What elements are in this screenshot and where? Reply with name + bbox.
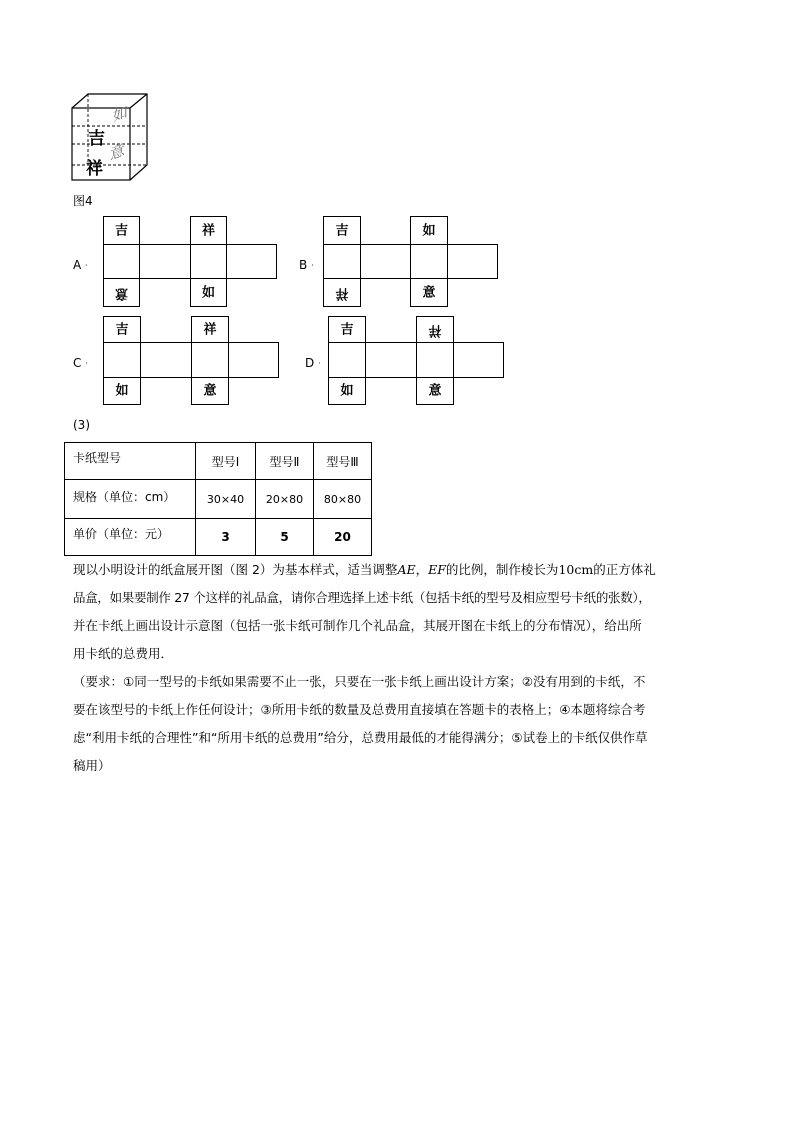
table-row <box>65 519 372 556</box>
table-cell: 20×80 <box>256 480 314 519</box>
problem-text <box>73 556 733 668</box>
option-b-bottom-right: 意 <box>422 285 436 300</box>
option-b-top-left: 吉 <box>335 223 349 238</box>
problem-line: 现以小明设计的纸盒展开图（图 2）为基本样式，适当调整AE，EF的比例，制作棱长为10cm的正方体礼 <box>73 562 656 577</box>
table-header-cell: 卡纸型号 <box>65 443 196 480</box>
problem-line: 并在卡纸上画出设计示意图（包括一张卡纸可制作几个礼品盒，其展开图在卡纸上的分布情况），给出所 <box>73 618 642 633</box>
option-c-top-right: 祥 <box>203 322 217 337</box>
table-header-cell: 型号Ⅰ <box>196 443 256 480</box>
figure-caption: 图4 <box>73 194 93 208</box>
part-label: (3) <box>73 418 90 432</box>
option-a-top-left: 吉 <box>114 223 128 238</box>
option-d-bottom-right: 意 <box>428 383 442 399</box>
option-a-top-right: 祥 <box>201 223 215 238</box>
option-c-bottom-right: 意 <box>203 383 217 399</box>
table-cell: 3 <box>196 519 256 556</box>
table-cell: 30×40 <box>196 480 256 519</box>
option-c-top-left: 吉 <box>115 322 129 337</box>
cube-figure <box>70 92 152 184</box>
option-d-label: D · <box>305 356 321 370</box>
cube-face-ji: 吉 <box>88 129 105 149</box>
requirement-line: 虑“利用卡纸的合理性”和“所用卡纸的总费用”给分，总费用最低的才能得满分；⑤试卷上的卡纸仅供作草 <box>73 730 648 745</box>
table-row <box>65 443 372 480</box>
cube-face-xiang: 祥 <box>86 159 103 179</box>
problem-line: 品盒，如果要制作 27 个这样的礼品盒，请你合理选择上述卡纸（包括卡纸的型号及相应型号卡纸的张数）， <box>73 590 651 605</box>
table-cell: 规格（单位：cm） <box>65 480 196 519</box>
table-cell: 80×80 <box>314 480 372 519</box>
option-c-bottom-left: 如 <box>115 383 129 399</box>
requirement-line: 稿用） <box>73 758 111 773</box>
table-cell: 5 <box>256 519 314 556</box>
table-header-cell: 型号Ⅲ <box>314 443 372 480</box>
table-header-cell: 型号Ⅱ <box>256 443 314 480</box>
option-c-label: C · <box>73 356 88 370</box>
problem-line: 用卡纸的总费用． <box>73 646 174 661</box>
cube-face-yi: 意 <box>110 140 126 164</box>
option-b-top-right: 如 <box>422 223 436 238</box>
requirements-text <box>73 668 733 780</box>
card-spec-table <box>64 442 372 556</box>
requirement-line: （要求：①同一型号的卡纸如果需要不止一张，只要在一张卡纸上画出设计方案；②没有用到的卡纸，不 <box>73 674 646 689</box>
requirement-line: 要在该型号的卡纸上作任何设计；③所用卡纸的数量及总费用直接填在答题卡的表格上；④本题将综合考 <box>73 702 646 717</box>
option-a-label: A · <box>73 258 88 272</box>
option-d-top-left: 吉 <box>340 322 354 337</box>
option-d-bottom-left: 如 <box>340 383 354 399</box>
option-d-top-right: 祥 <box>428 322 442 337</box>
option-a-bottom-left: 意 <box>115 285 129 300</box>
table-row <box>65 480 372 519</box>
table-cell: 单价（单位：元） <box>65 519 196 556</box>
option-a-bottom-right: 如 <box>201 285 215 300</box>
option-b-label: B · <box>299 258 314 272</box>
cube-face-ru: 如 <box>113 102 129 126</box>
option-b-bottom-left: 祥 <box>335 285 349 300</box>
table-cell: 20 <box>314 519 372 556</box>
